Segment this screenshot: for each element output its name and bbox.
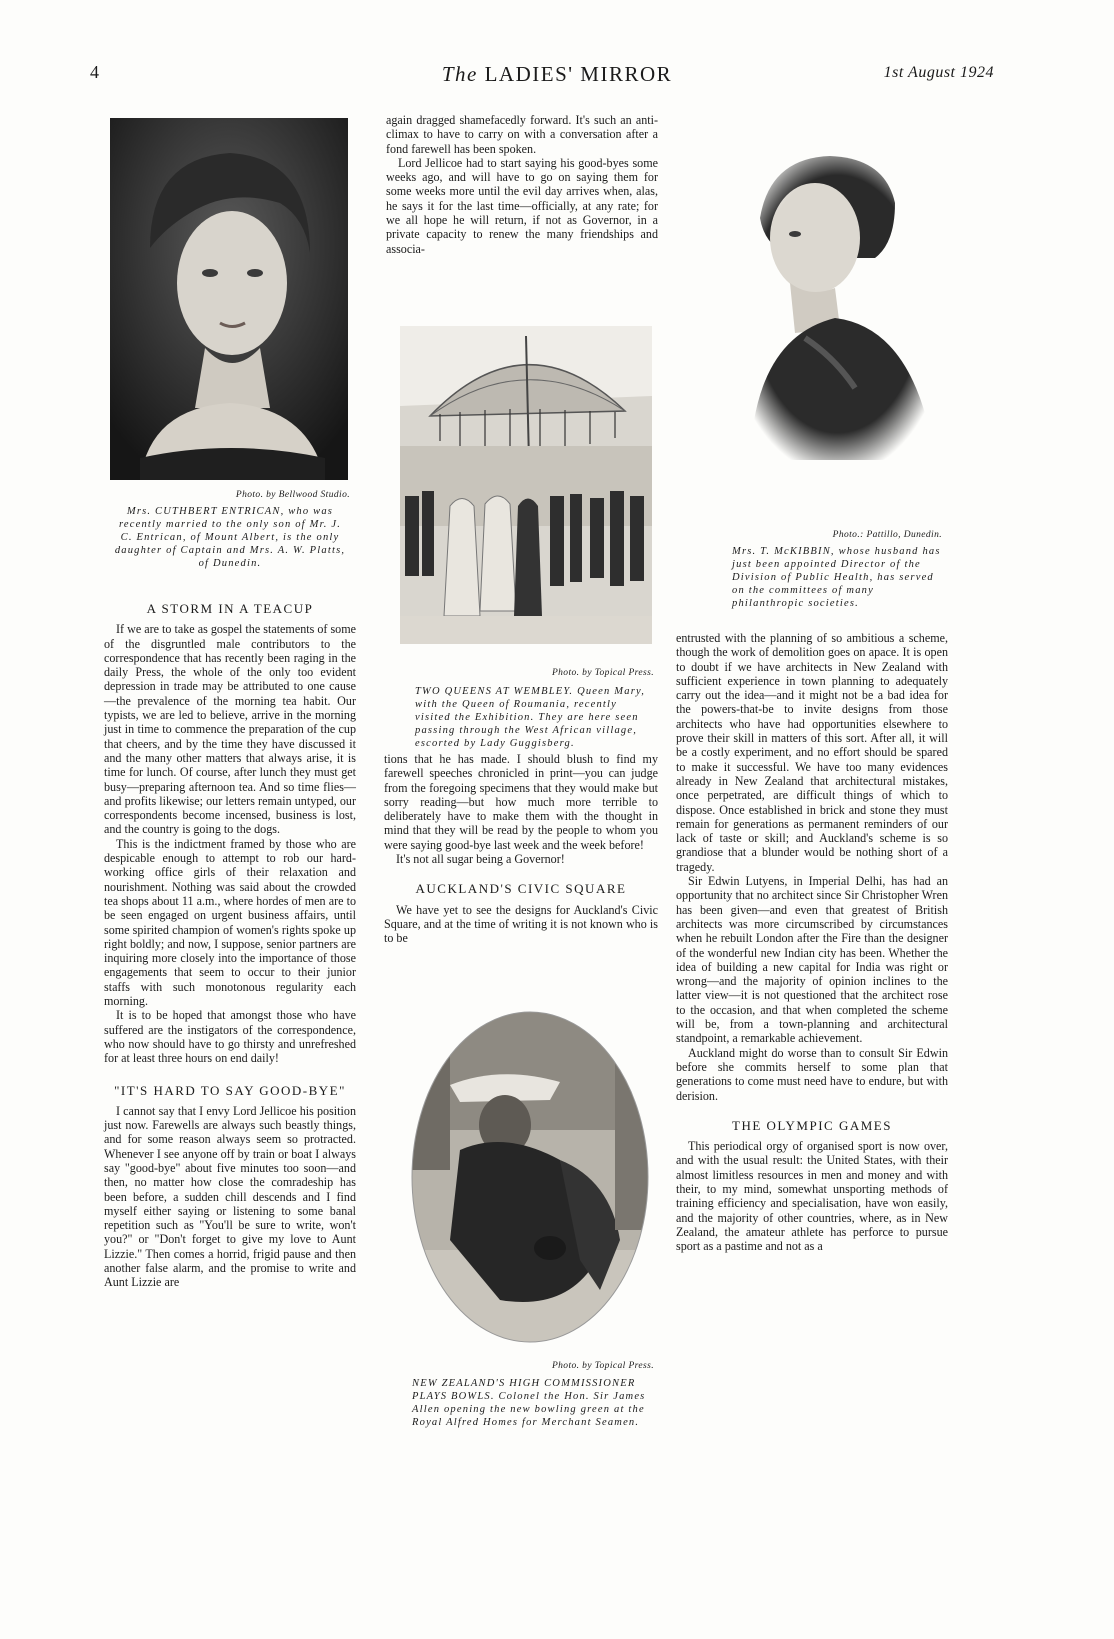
heading-olympic: THE OLYMPIC GAMES xyxy=(732,1117,892,1133)
photo-credit-mckibbin: Photo.: Pattillo, Dunedin. xyxy=(832,530,942,540)
caption-entrican: Mrs. CUTHBERT ENTRICAN, who was recently married to the only son of Mr. J. C. Entrican, of Mount Albert, is the only daughter of Captain and Mrs. A. W. Platts, of Dunedin. xyxy=(114,506,346,569)
civic-paragraph-4: Auckland might do worse than to consult Sir Edwin before she commits herself to some plan that generations to come must need have to endure, but with derision. xyxy=(676,1045,948,1103)
photo-allen xyxy=(410,1010,650,1345)
photo-credit-entrican: Photo. by Bellwood Studio. xyxy=(235,490,350,500)
mckibbin-image xyxy=(735,148,940,460)
goodbye-paragraph-1: I cannot say that I envy Lord Jellicoe his position just now. Farewells are always such beastly things, and for some reason always seem so protracted. Whenever I see anyone off by train or boat I always say "good-bye" about five minutes too soon—and then, no matter how close the comradeship has been before, a sudden chill descends and I find myself either saying or listening to some banal repetition such as "You'll be sure to write, won't you?" or "Don't forget to give my love to Aunt Lizzie." Then comes a horrid, frigid pause and then another false alarm, and the promise to write and Aunt Lizzie are xyxy=(104,1103,356,1290)
caption-allen: NEW ZEALAND'S HIGH COMMISSIONER PLAYS BOWLS. Colonel the Hon. Sir James Allen opening the new bowling green at the Royal Alfred Homes for Merchant Seamen. xyxy=(412,1378,646,1428)
column-1 xyxy=(104,602,356,1290)
olympic-paragraph-1: This periodical orgy of organised sport is now over, and with the usual result: the United States, with their almost limitless resources in men and money and with their, to my mind, somewhat unsporting methods of training efficiency and specialisation, have won easily, and the majority of other countries, where, as in New Zealand, the amateur athlete has perforce to pursue sport as a pastime and not as a xyxy=(676,1139,948,1254)
caption-queens: TWO QUEENS AT WEMBLEY. Queen Mary, with the Queen of Roumania, recently visited the Exhibition. They are here seen passing through the West African village, escorted by Lady Guggisberg. xyxy=(415,686,646,749)
queens-image xyxy=(400,326,652,644)
photo-credit-queens: Photo. by Topical Press. xyxy=(551,668,654,678)
storm-paragraph-2: This is the indictment framed by those who are despicable enough to attempt to rob our hard-working office girls of their relaxation and nourishment. Nothing was said about the crowded tea shops about 11 a.m., where hordes of men are to be seen engaged on urgent business affairs, until some spirited champion of women's rights spoke up right boldly; and now, I suppose, senior partners are inquiring more closely into the importance of those engagements that seem to occur to their junior staffs with such monotonous regularity each morning. xyxy=(104,836,356,1009)
column-2-top xyxy=(386,113,658,256)
heading-storm: A STORM IN A TEACUP xyxy=(146,601,314,616)
photo-entrican xyxy=(110,118,348,480)
caption-mckibbin: Mrs. T. McKIBBIN, whose husband has just been appointed Director of the Division of Public Health, has served on the committees of many philanthropic societies. xyxy=(732,546,941,609)
photo-credit-allen: Photo. by Topical Press. xyxy=(551,1361,654,1371)
column-2-middle xyxy=(384,752,658,946)
page-number: 4 xyxy=(90,62,99,82)
bowls-image xyxy=(410,1010,650,1345)
storm-paragraph-1: If we are to take as gospel the statements of some of the disgruntled male contributors to the correspondence that has recently been raging in the daily Press, the whole of the only too evident depression in trade may be attributed to one cause—the prevalence of the morning tea habit. Our typists, we are led to believe, arrive in the morning just in time to commence the preparation of the cup that cheers, and by the time they have discussed it and the many other matters that always arise, it is time for lunch. Of course, after lunch they must get busy—preparing afternoon tea. And so time flies—and profits likewise; our letters remain untyped, our correspondents become incensed, business is lost, and the country is going to the dogs. xyxy=(104,622,356,837)
goodbye-continued-4: It's not all sugar being a Governor! xyxy=(396,852,565,867)
civic-paragraph-2: entrusted with the planning of so ambitious a scheme, though the work of demolition goes on apace. It is open to doubt if we have architects in New Zealand with sufficient experience in town planning to adequately carry out the idea—and it might not be a bad idea for the powers-that-be to invite designs from those architects who have had opportunities elsewhere to prove their skill in matters of this sort. After all, it will be a costly experiment, and no effort should be spared to make it successful. We have too many evidences already in New Zealand that architectural mistakes, once perpetrated, are difficult things of which to dispose. Once established in brick and stone they must remain for generations as permanent reminders of our lack of taste or skill; and Auckland's scheme is so grandiose that a blunder would be nothing short of a tragedy. xyxy=(676,631,948,874)
heading-goodbye: "IT'S HARD TO SAY GOOD-BYE" xyxy=(114,1082,346,1098)
goodbye-continued-2: Lord Jellicoe had to start saying his good-byes some weeks ago, and will have to go on saying them for some weeks more until the evil day arrives when, alas, he says it for the last time—officially, at any rate; for we all hope he will return, if not as Governor, in a private capacity to renew the many friendships and associa- xyxy=(386,155,658,256)
photo-mckibbin xyxy=(735,148,940,460)
portrait-image xyxy=(110,118,348,480)
masthead-the: The xyxy=(441,62,478,86)
civic-paragraph-3: Sir Edwin Lutyens, in Imperial Delhi, has had an opportunity that no architect since Sir Christopher Wren has been given—and even that greatest of British architects was more circumscribed by circumstances when he rebuilt London after the Fire than the designer of the wonderful new Indian city has been. Whether the idea of building a new capital for India was right or wrong—and the majority of opinion inclines to the latter view—it is not questioned that the architect rose to the occasion, and that when completed the scheme will be, from a town-planning and architectural standpoint, a remarkable achievement. xyxy=(676,874,948,1046)
issue-date: 1st August 1924 xyxy=(883,64,994,81)
masthead-name: LADIES' MIRROR xyxy=(484,62,673,86)
goodbye-continued-3: tions that he has made. I should blush to find my farewell speeches chronicled in print—you can judge from the foregoing specimens that they would make but sorry reading—but how much more terrible to deliberately have to make them with the thought in mind that they will be read by the people to whom you were saying good-bye last week and the week before! xyxy=(384,752,658,852)
column-3 xyxy=(676,631,948,1253)
civic-paragraph-1: We have yet to see the designs for Auckland's Civic Square, and at the time of writing it is not known who is to be xyxy=(384,902,658,946)
photo-queens xyxy=(400,326,652,644)
heading-civic: AUCKLAND'S CIVIC SQUARE xyxy=(415,881,627,897)
storm-paragraph-3: It is to be hoped that amongst those who have suffered are the instigators of the correspondence, who now should have to go thirsty and unrefreshed for at least three hours on end daily! xyxy=(104,1008,356,1066)
goodbye-continued-1: again dragged shamefacedly forward. It's such an anti-climax to have to carry on with a conversation after a fond farewell has been spoken. xyxy=(386,113,658,156)
